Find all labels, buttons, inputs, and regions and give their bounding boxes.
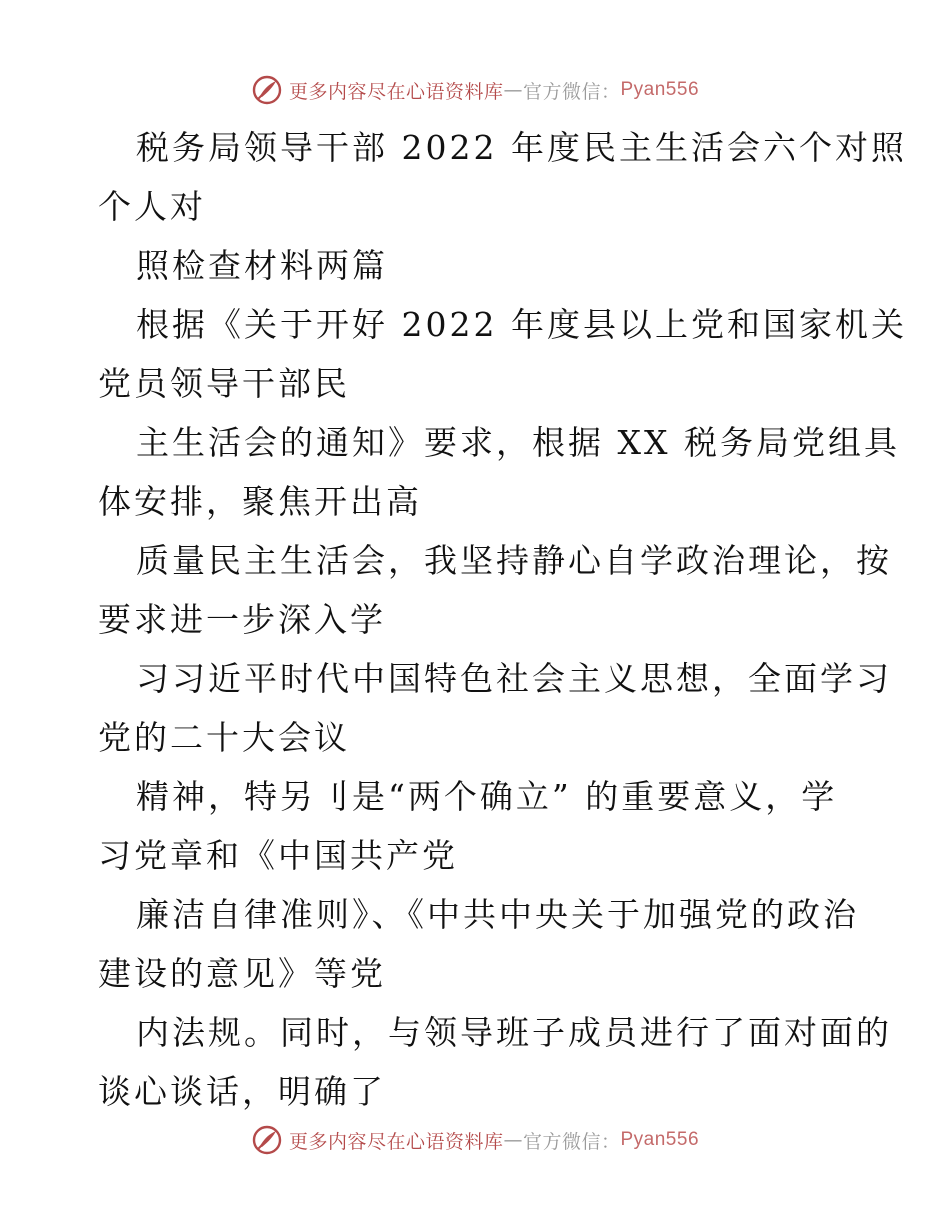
text-line: 精神，特另刂是“两个确立” 的重要意义，学 (136, 777, 838, 816)
text-line: 税务局领导干部 2022 年度民主生活会六个对照 (136, 128, 907, 167)
banner-separator: — (503, 1129, 523, 1151)
text-line: 党员领导干部民 (98, 364, 350, 403)
text-line: 体安排，聚焦开出高 (98, 482, 422, 521)
text-line: 质量民主生活会，我坚持静心自学政治理论，按 (136, 541, 892, 580)
text-line: 习党章和《中国共产党 (98, 836, 458, 875)
text-line: 习习近平时代中国特色社会主义思想，全面学习 (136, 659, 892, 698)
text-line: 党的二十大会议 (98, 718, 350, 757)
document-body (98, 118, 907, 1121)
banner-wechat-id: Pyan556 (620, 1129, 700, 1150)
quill-logo-icon (251, 74, 283, 106)
text-line: 廉洁自律准则》、《中共中央关于加强党的政治 (136, 895, 859, 934)
text-line: 建设的意见》等党 (98, 954, 386, 993)
quill-logo-icon (251, 1124, 283, 1156)
text-line: 照检查材料两篇 (136, 246, 388, 285)
text-line: 根据《关于开好 2022 年度县以上党和国家机关 (136, 305, 907, 344)
text-line: 要求进一步深入学 (98, 600, 386, 639)
text-line: 个人对 (98, 187, 206, 226)
banner-main-text: 更多内容尽在心语资料库 (288, 80, 504, 103)
text-line: 谈心谈话，明确了 (98, 1072, 386, 1111)
banner-wechat-id: Pyan556 (620, 79, 700, 100)
banner-wechat-label: 官方微信： (522, 80, 621, 103)
header-banner (0, 70, 950, 110)
text-line: 内法规。同时，与领导班子成员进行了面对面的 (136, 1013, 892, 1052)
footer-banner (0, 1120, 950, 1160)
banner-wechat-label: 官方微信： (522, 1130, 621, 1153)
banner-main-text: 更多内容尽在心语资料库 (288, 1130, 504, 1153)
banner-separator: — (503, 79, 523, 101)
text-line: 主生活会的通知》要求，根据 XX 税务局党组具 (136, 423, 900, 462)
